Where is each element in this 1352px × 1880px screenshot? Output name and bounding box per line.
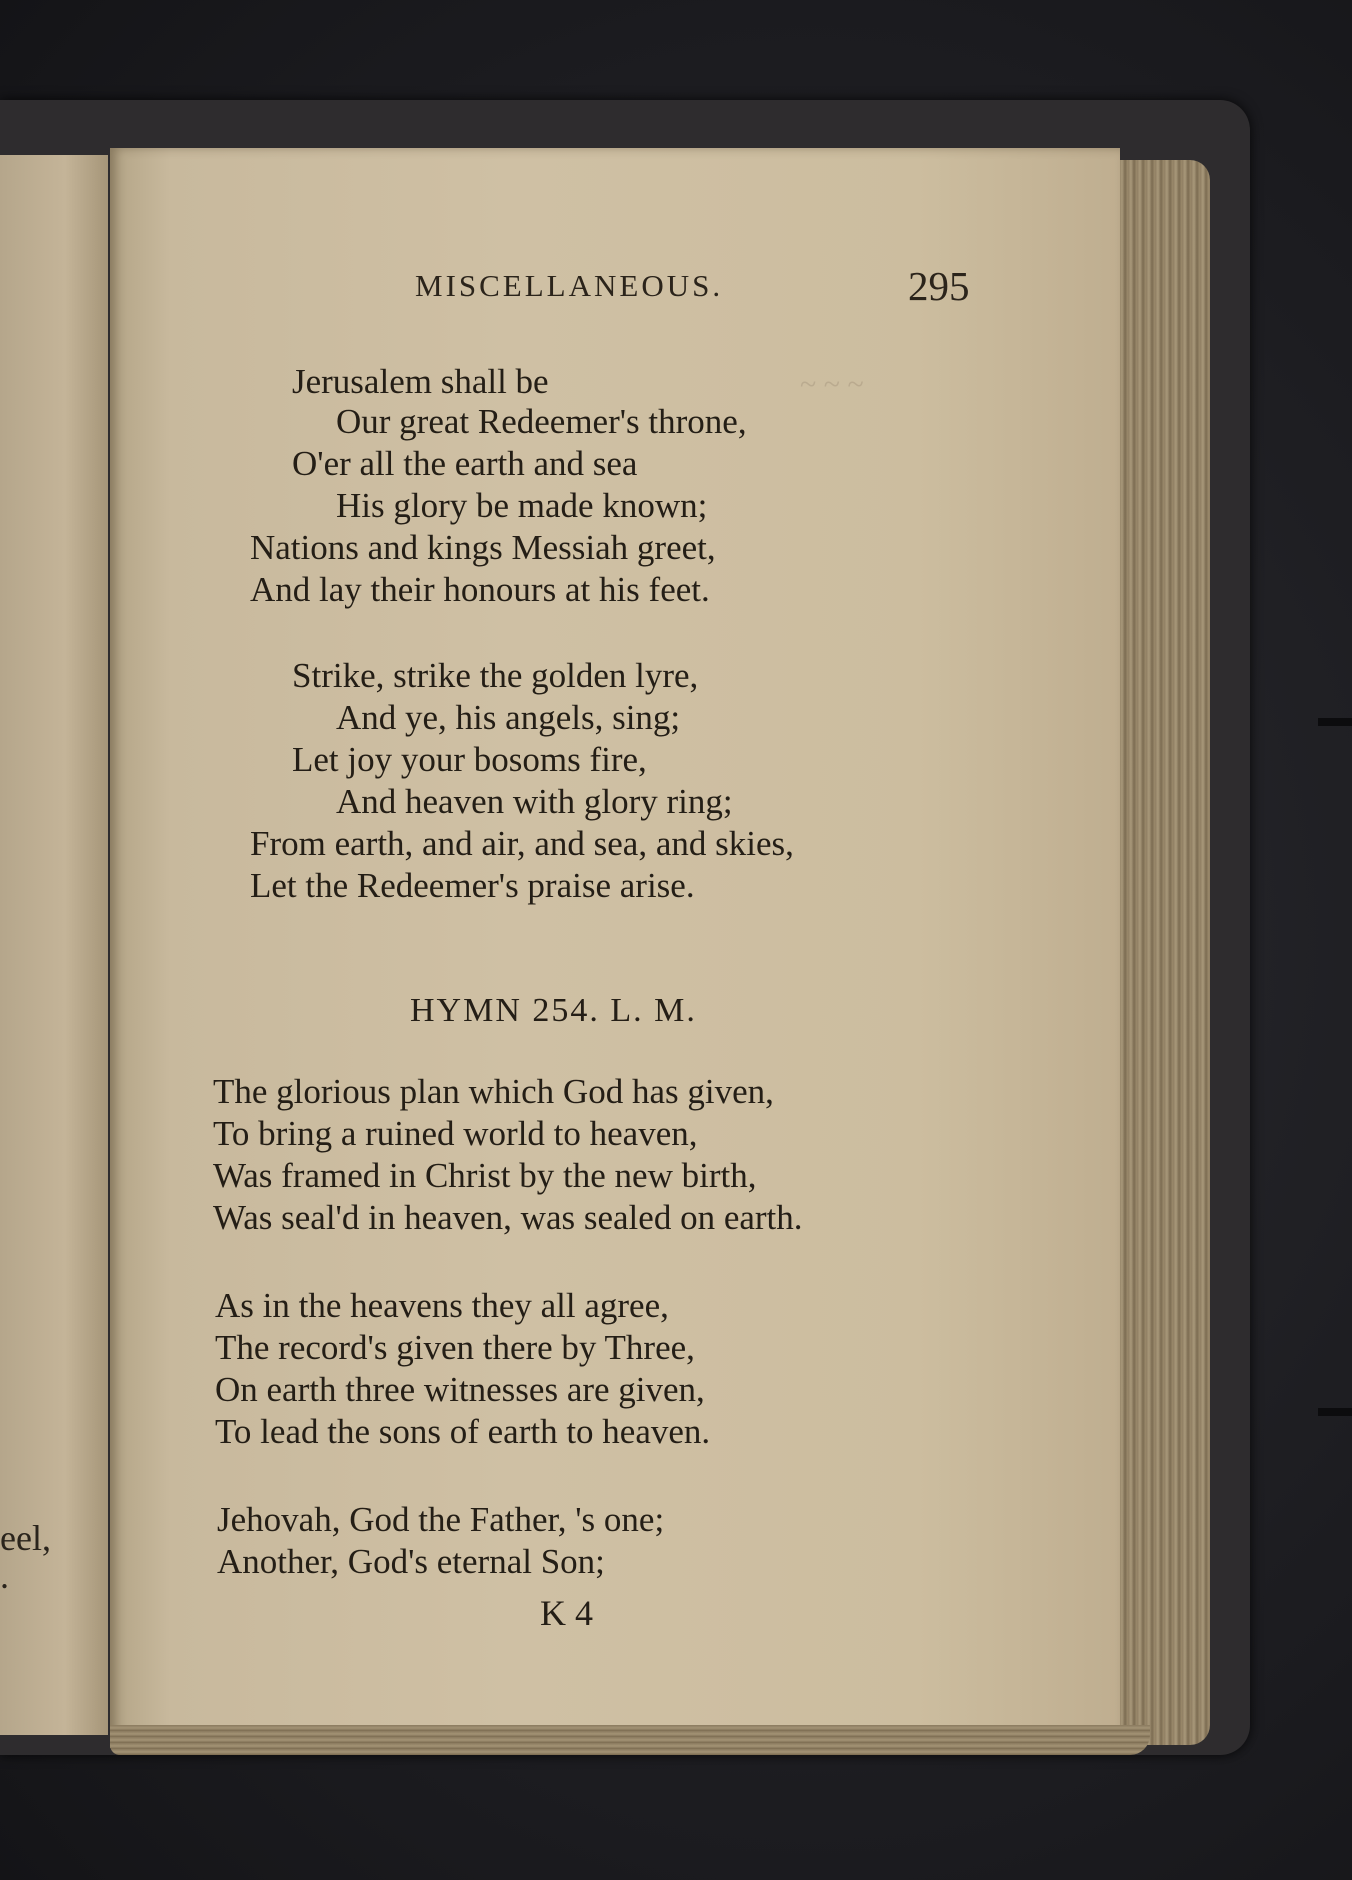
verse-line: Our great Redeemer's throne, (336, 402, 747, 441)
verse-line: Let joy your bosoms fire, (292, 740, 647, 779)
verse-line: And ye, his angels, sing; (336, 698, 681, 737)
verse-line: His glory be made known; (336, 486, 708, 525)
verse-line: Let the Redeemer's praise arise. (250, 866, 695, 905)
verse-line: From earth, and air, and sea, and skies, (250, 824, 794, 863)
background-mark (1318, 718, 1352, 726)
verse-line: Strike, strike the golden lyre, (292, 656, 699, 695)
signature-mark: K 4 (540, 1593, 593, 1633)
verse-line: And heaven with glory ring; (336, 782, 733, 821)
show-through-text: ~ ~ ~ (800, 368, 864, 401)
verse-line: On earth three witnesses are given, (215, 1370, 705, 1409)
verse-line: The record's given there by Three, (215, 1328, 695, 1367)
left-page (0, 155, 108, 1735)
running-header: MISCELLANEOUS. (415, 268, 724, 303)
verse-line: As in the heavens they all agree, (215, 1286, 669, 1325)
verse-line: Jehovah, God the Father, 's one; (217, 1500, 665, 1539)
bottom-page-edge (110, 1725, 1150, 1755)
verse-line: To lead the sons of earth to heaven. (215, 1412, 711, 1451)
verse-line: To bring a ruined world to heaven, (213, 1114, 698, 1153)
verse-line: Another, God's eternal Son; (217, 1542, 605, 1581)
background-mark (1318, 1408, 1352, 1416)
verse-line: Jerusalem shall be (292, 362, 549, 401)
verse-line: And lay their honours at his feet. (250, 570, 710, 609)
page-number: 295 (908, 263, 970, 309)
page-edges (1110, 160, 1210, 1745)
left-page-fragment: . (0, 1556, 9, 1596)
verse-line: O'er all the earth and sea (292, 444, 638, 483)
verse-line: Was framed in Christ by the new birth, (213, 1156, 757, 1195)
verse-line: The glorious plan which God has given, (213, 1072, 774, 1111)
verse-line: Was seal'd in heaven, was sealed on earth. (213, 1198, 803, 1237)
hymn-title: HYMN 254. L. M. (410, 992, 697, 1029)
left-page-fragment: eel, (0, 1518, 51, 1558)
verse-line: Nations and kings Messiah greet, (250, 528, 716, 567)
